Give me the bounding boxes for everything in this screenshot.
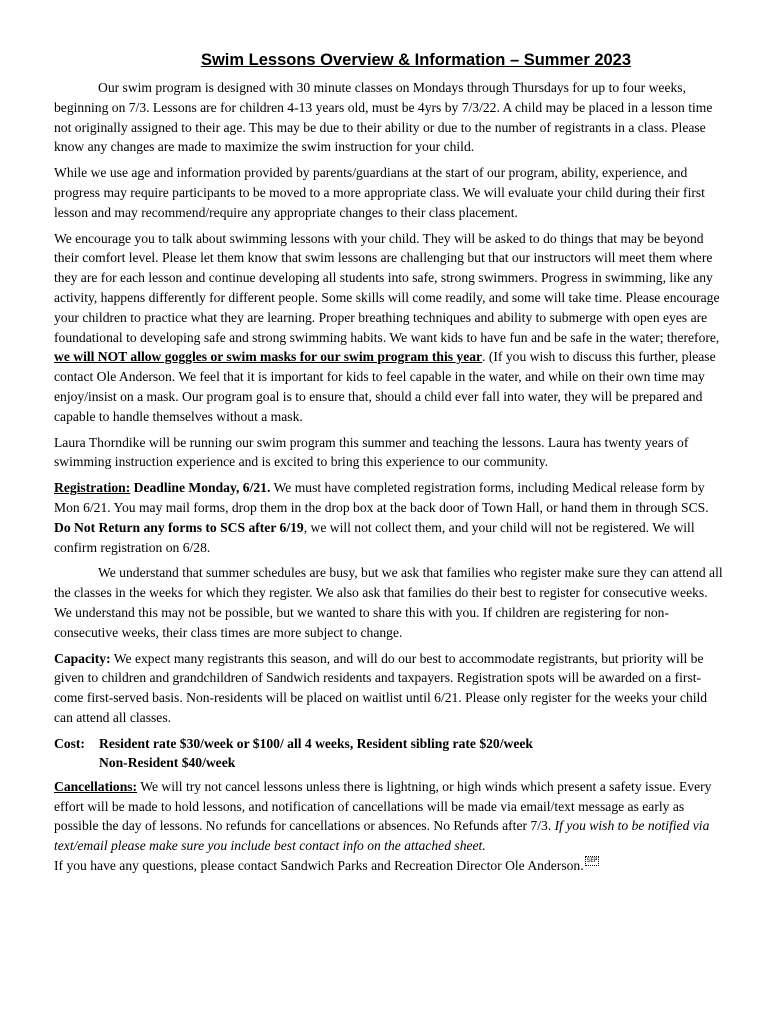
notification-note: If you wish to be notified via text/email please make sure you include best contact info on the attached sheet. xyxy=(54,818,710,854)
page-title: Swim Lessons Overview & Information – Summer 2023 xyxy=(200,51,632,69)
registration-text: We must have completed registration forms, including Medical release form by Mon 6/21. You may mail forms, drop them in the drop box at the back door of Town Hall, or hand them in through SCS. xyxy=(54,480,709,515)
document-page xyxy=(54,50,726,882)
cancellations-paragraph xyxy=(54,777,726,856)
contact-text: If you have any questions, please contact Sandwich Parks and Recreation Director Ole Anderson. xyxy=(54,857,584,873)
sep-glyph-icon: SEP xyxy=(586,856,598,864)
registration-label: Registration: xyxy=(54,480,131,496)
registration-scs-warning: Do Not Return any forms to SCS after 6/19 xyxy=(54,519,304,535)
encouragement-text-continued: . (If you wish to discuss this further, please contact Ole Anderson. We feel that it is important for kids to feel capable in the water, and while on their own time may enjoy/insist on a mask. Our program goal is to ensure that, should a child ever fall into water, they will be prepared and capable to handle themselves without a mask. xyxy=(54,349,716,424)
registration-paragraph xyxy=(54,478,726,557)
cost-label: Cost: xyxy=(54,735,85,751)
cancellations-text: We will try not cancel lessons unless there is lightning, or high winds which present a safety issue. Every effort will be made to hold lessons, and notification of cancellations will be made via email/text message as early as possible the day of lessons. No refunds for cancellations or absences. No Refunds after 7/3. xyxy=(54,778,712,834)
capacity-label: Capacity: xyxy=(54,650,111,666)
contact-paragraph xyxy=(54,856,726,876)
cost-nonresident-rate: Non-Resident $40/week xyxy=(99,754,236,770)
instructor-paragraph: Laura Thorndike will be running our swim program this summer and teaching the lessons. Laura has twenty years of swimming instruction experience and is excited to bring this experience to our community. xyxy=(54,434,689,470)
cost-section xyxy=(54,734,533,772)
capacity-text: We expect many registrants this season, and will do our best to accommodate registrants, but priority will be given to children and grandchildren of Sandwich residents and taxpayers. Registration spots will be awarded on a first-come first-served basis. Non-residents will be placed on waitlist until 6/21. Please only register for the weeks your child can attend all classes. xyxy=(54,650,708,725)
schedule-paragraph: We understand that summer schedules are busy, but we ask that families who register make sure they can attend all the classes in the weeks for which they register. We also ask that families do their best to register for consecutive weeks. We understand this may not be possible, but we wanted to share this with you. If children are registering for non-consecutive weeks, their class times are more subject to change. xyxy=(54,565,723,640)
cost-resident-rate: Resident rate $30/week or $100/ all 4 weeks, Resident sibling rate $20/week xyxy=(99,735,533,751)
placement-paragraph: While we use age and information provided by parents/guardians at the start of our program, ability, experience, and progress may require participants to be moved to a more appropriate class. We will evaluate your child during their first lesson and may recommend/require any appropriate changes to their class placement. xyxy=(54,165,705,220)
capacity-paragraph xyxy=(54,649,726,728)
registration-text-continued: , we will not collect them, and your child will not be registered. We will confirm registration on 6/28. xyxy=(54,519,695,555)
program-overview-paragraph: Our swim program is designed with 30 minute classes on Mondays through Thursdays for up to four weeks, beginning on 7/3. Lessons are for children 4-13 years old, must be 4yrs by 7/3/22. A child may be placed in a lesson time not originally assigned to their age. This may be due to their ability or due to the number of registrants in a class. Please know any changes are made to maximize the swim instruction for your child. xyxy=(54,80,713,155)
cancellations-label: Cancellations: xyxy=(54,778,138,794)
no-goggles-notice: we will NOT allow goggles or swim masks for our swim program this year xyxy=(54,349,483,365)
encouragement-text: We encourage you to talk about swimming lessons with your child. They will be asked to do things that may be beyond their comfort level. Please let them know that swim lessons are challenging but that our instructors will meet them where they are for each lesson and continue developing all students into safe, strong swimmers. Progress in swimming, like any activity, happens differently for different people. Some skills will come readily, and some will take time. Please encourage your children to practice what they are learning. Proper breathing techniques and ability to submerge with open eyes are foundational to developing safe and strong swimming habits. We want kids to have fun and be safe in the water; therefore, xyxy=(54,230,720,345)
registration-deadline: Deadline Monday, 6/21. xyxy=(130,480,271,496)
encouragement-paragraph xyxy=(54,229,726,427)
